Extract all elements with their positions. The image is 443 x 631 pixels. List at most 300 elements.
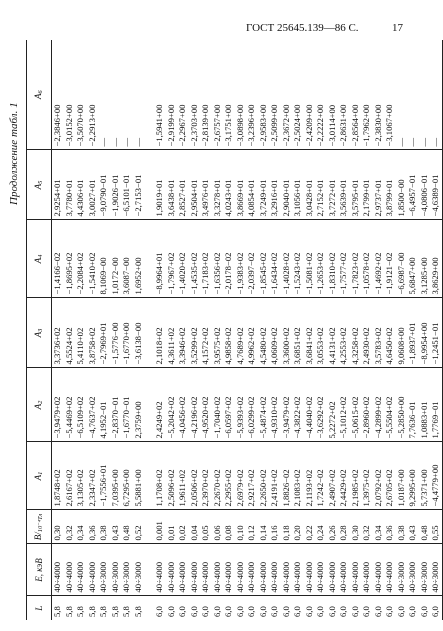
table-cell: 0,30 <box>52 510 64 544</box>
table-cell: 40÷3000 <box>407 544 419 596</box>
table-cell: 40÷4000 <box>246 544 258 596</box>
table-cell: 6,0 <box>177 606 188 617</box>
table-cell: −1,4028+02 <box>281 220 293 298</box>
table-cell: 4,0854+01 <box>246 150 258 220</box>
table-cell: 5,6847+00 <box>407 220 419 298</box>
table-cell: −4,9310+02 <box>269 368 281 442</box>
table-cell: −1,9026−01 <box>110 150 122 220</box>
table-cell: 6,0 <box>326 606 337 617</box>
table-cell: 2,7152+01 <box>315 150 327 220</box>
table-cell: 3,4976+01 <box>200 150 212 220</box>
table-cell: 5,8 <box>52 606 63 617</box>
table-cell: 0,52 <box>133 510 145 544</box>
col-header-e: E, кэВ <box>27 544 52 596</box>
table-cell: 40÷4000 <box>373 544 385 596</box>
table-row <box>64 40 76 620</box>
table-cell: 4,4306+01 <box>75 150 87 220</box>
table-cell: 6,0 <box>372 606 383 617</box>
data-table <box>26 40 443 620</box>
table-cell: −1,5081+02 <box>304 220 316 298</box>
table-row <box>110 40 122 620</box>
table-cell: 5,2272+02 <box>327 368 339 442</box>
table-cell: 2,6167+02 <box>64 442 76 510</box>
col-header-a4: A4 <box>27 220 52 298</box>
table-cell: 40÷4000 <box>189 544 201 596</box>
table-cell: −1,6356+02 <box>212 220 224 298</box>
table-cell: −4,6389−01 <box>430 150 442 220</box>
table-cell: 0,16 <box>269 510 281 544</box>
table-cell: 6,0 <box>211 606 222 617</box>
table-cell: 3,8758+02 <box>87 298 99 368</box>
table-cell: −4,7637+02 <box>87 368 99 442</box>
table-row <box>189 40 201 620</box>
table-cell: 2,5096+02 <box>166 442 178 510</box>
table-cell: −2,2967+00 <box>177 40 189 150</box>
col-header-a3: A3 <box>27 298 52 368</box>
table-cell: −1,6434+02 <box>269 220 281 298</box>
table-cell: 40÷4000 <box>52 544 64 596</box>
table-cell: 4,0609+02 <box>269 298 281 368</box>
table-row <box>223 40 235 620</box>
table-cell: 40÷4000 <box>350 544 362 596</box>
table-cell: 3,5639+01 <box>338 150 350 220</box>
table-cell: −3,1067+00 <box>384 40 396 150</box>
table-cell: 2,4191+02 <box>269 442 281 510</box>
table-cell: −1,6770−01 <box>121 368 133 442</box>
table-cell: −1,5410+02 <box>87 220 99 298</box>
table-cell: 4,5524+02 <box>64 298 76 368</box>
table-cell: 3,5299+02 <box>189 298 201 368</box>
table-cell: 6,0 <box>165 606 176 617</box>
table-cell: −2,8960+02 <box>361 368 373 442</box>
table-cell: 3,3600+02 <box>281 298 293 368</box>
table-cell: — <box>133 40 145 150</box>
table-cell: 0,14 <box>258 510 270 544</box>
separator-cell <box>144 368 154 442</box>
table-cell: 3,6438+01 <box>166 150 178 220</box>
table-cell: 6,0 <box>292 606 303 617</box>
table-cell: −1,4535+02 <box>189 220 201 298</box>
table-cell: 5,8 <box>98 606 109 617</box>
table-cell: 2,6979+02 <box>235 442 247 510</box>
table-cell: 9,0608+00 <box>396 298 408 368</box>
table-cell: −2,9583+00 <box>258 40 270 150</box>
table-cell: 6,0 <box>384 606 395 617</box>
table-cell: 2,9217+02 <box>246 442 258 510</box>
table-cell: — <box>419 40 431 150</box>
table-cell: 6,0 <box>430 596 442 620</box>
table-cell: 3,0428+01 <box>304 150 316 220</box>
table-cell: 3,6087−00 <box>121 220 133 298</box>
table-cell: 2,9504+01 <box>189 150 201 220</box>
table-row <box>212 40 224 620</box>
table-cell: 0,36 <box>384 510 396 544</box>
table-cell: 1,0883+01 <box>419 368 431 442</box>
table-body <box>52 40 443 620</box>
table-cell: — <box>430 40 442 150</box>
table-cell: — <box>110 40 122 150</box>
table-cell: 40÷3000 <box>396 544 408 596</box>
table-cell: 3,5795+01 <box>350 150 362 220</box>
table-cell: 6,7295+00 <box>121 442 133 510</box>
table-cell: −3,6292+02 <box>315 368 327 442</box>
table-cell: 6,0 <box>361 606 372 617</box>
table-cell: 3,3278+01 <box>212 150 224 220</box>
table-cell: −1,5941+00 <box>154 40 166 150</box>
table-cell: −1,6770+00 <box>121 298 133 368</box>
table-cell: 40÷4000 <box>200 544 212 596</box>
table-cell: 3,0027+01 <box>87 150 99 220</box>
table-cell: 40÷4000 <box>154 544 166 596</box>
table-cell: 3,5783+02 <box>373 298 385 368</box>
table-cell: 3,7272+01 <box>327 150 339 220</box>
table-cell: −1,7577+02 <box>338 220 350 298</box>
table-cell: −2,8564+00 <box>350 40 362 150</box>
table-cell: −1,7556+01 <box>98 442 110 510</box>
table-cell: 4,9858+02 <box>223 298 235 368</box>
table-cell: 2,6705+02 <box>384 442 396 510</box>
table-cell: 0,05 <box>200 510 212 544</box>
table-cell: 4,1572+02 <box>200 298 212 368</box>
table-cell: 6,0 <box>303 606 314 617</box>
table-cell: 2,8527+01 <box>177 150 189 220</box>
table-cell: 6,0 <box>154 606 165 617</box>
table-cell: −2,3846+00 <box>52 40 64 150</box>
table-cell: 2,4907+02 <box>327 442 339 510</box>
table-cell: 2,1193+02 <box>304 442 316 510</box>
table-cell: 4,6450+02 <box>384 298 396 368</box>
table-cell: 5,5881+00 <box>133 442 145 510</box>
table-cell: −1,9121−02 <box>384 220 396 298</box>
table-cell: −2,5099+00 <box>269 40 281 150</box>
table-row <box>384 40 396 620</box>
table-cell: −4,4779+00 <box>430 442 442 510</box>
table-cell: 0,34 <box>373 510 385 544</box>
separator-cell <box>144 442 154 510</box>
table-cell: −5,2042+02 <box>166 368 178 442</box>
table-row <box>373 40 385 620</box>
table-cell: 2,1985+02 <box>350 442 362 510</box>
table-cell: 2,1083+02 <box>292 442 304 510</box>
table-cell: −2,9199+00 <box>166 40 178 150</box>
table-cell: −5,4469+02 <box>64 368 76 442</box>
table-cell: 3,1285+00 <box>419 220 431 298</box>
table-cell: −1,4166−02 <box>52 220 64 298</box>
table-cell: −2,3830+00 <box>373 40 385 150</box>
table-cell: — <box>98 40 110 150</box>
table-cell: 40÷3000 <box>419 544 431 596</box>
table-cell: −2,6757+00 <box>212 40 224 150</box>
table-cell: 40÷4000 <box>304 544 316 596</box>
table-cell: −1,4020+02 <box>177 220 189 298</box>
table-cell: — <box>407 40 419 150</box>
table-cell: −3,0898+00 <box>235 40 247 150</box>
table-cell: 0,38 <box>396 510 408 544</box>
table-cell: −3,9479+02 <box>281 368 293 442</box>
standard-code: ГОСТ 25645.139—86 С. <box>246 22 359 34</box>
table-cell: 0,43 <box>407 510 419 544</box>
table-cell: 0,26 <box>327 510 339 544</box>
table-cell: 4,5480+02 <box>258 298 270 368</box>
table-cell: 3,3736+02 <box>52 298 64 368</box>
table-row <box>121 40 133 620</box>
table-cell: 0,48 <box>121 510 133 544</box>
table-cell: −4,0456+02 <box>177 368 189 442</box>
table-row <box>269 40 281 620</box>
table-cell: 6,0 <box>349 606 360 617</box>
table-cell: −3,0114+00 <box>327 40 339 150</box>
rotated-table-area <box>8 40 441 620</box>
table-cell: 40÷4000 <box>269 544 281 596</box>
table-cell: 40÷4000 <box>315 544 327 596</box>
table-cell: −3,1751+00 <box>223 40 235 150</box>
table-cell: 40÷4000 <box>64 544 76 596</box>
col-header-a2: A2 <box>27 368 52 442</box>
table-cell: 2,3347+02 <box>87 442 99 510</box>
table-cell: −6,5109+02 <box>75 368 87 442</box>
table-cell: 40÷3000 <box>430 544 442 596</box>
table-cell: −6,0597+02 <box>223 368 235 442</box>
table-cell: 2,0506+02 <box>189 442 201 510</box>
table-row <box>419 40 431 620</box>
table-cell: 40÷3000 <box>110 544 122 596</box>
table-cell: 40÷4000 <box>177 544 189 596</box>
table-row <box>430 40 442 620</box>
table-cell: 0,28 <box>338 510 350 544</box>
table-cell: −2,3672+00 <box>281 40 293 150</box>
col-header-l: L <box>27 596 52 620</box>
table-row <box>177 40 189 620</box>
table-cell: 1,0187+00 <box>396 442 408 510</box>
table-row <box>258 40 270 620</box>
table-cell: 0,30 <box>350 510 362 544</box>
table-cell: −5,5504+02 <box>384 368 396 442</box>
separator-cell <box>144 298 154 368</box>
table-cell: 40÷4000 <box>327 544 339 596</box>
table-cell: 1,9019+01 <box>154 150 166 220</box>
table-cell: −1,9383+02 <box>235 220 247 298</box>
table-cell: 2,4930+02 <box>361 298 373 368</box>
table-row <box>407 40 419 620</box>
table-cell: 0,38 <box>98 510 110 544</box>
table-cell: 40÷3000 <box>133 544 145 596</box>
table-cell: 2,1799+01 <box>361 150 373 220</box>
table-cell: 6,0 <box>338 606 349 617</box>
col-header-a5: A5 <box>27 150 52 220</box>
table-cell: 3,7249+01 <box>258 150 270 220</box>
table-cell: 6,0 <box>395 606 406 617</box>
table-cell: 40÷3000 <box>121 544 133 596</box>
table-cell: −2,0397−02 <box>246 220 258 298</box>
table-row <box>304 40 316 620</box>
table-cell: 1,0172−00 <box>110 220 122 298</box>
table-cell: 1,3975+02 <box>361 442 373 510</box>
table-cell: −1,7183+02 <box>200 220 212 298</box>
table-cell: 4,3258+02 <box>350 298 362 368</box>
table-cell: −5,2850+00 <box>396 368 408 442</box>
table-cell: 0,36 <box>87 510 99 544</box>
table-cell: 5,4110+02 <box>75 298 87 368</box>
table-cell: −1,2653+02 <box>315 220 327 298</box>
table-cell: 1,8826−02 <box>281 442 293 510</box>
table-cell: 0,001 <box>154 510 166 544</box>
table-cell: −1,7040+02 <box>212 368 224 442</box>
table-cell: 0,18 <box>281 510 293 544</box>
page-header <box>0 0 427 40</box>
separator-cell <box>144 40 154 150</box>
table-cell: 3,9575+02 <box>212 298 224 368</box>
table-cell: −2,3703+00 <box>189 40 201 150</box>
table-row <box>98 40 110 620</box>
table-cell: 4,4131+02 <box>327 298 339 368</box>
table-cell: 1,1708+02 <box>154 442 166 510</box>
table-cell: 3,6841+02 <box>304 298 316 368</box>
table-cell: −3,9479+02 <box>52 368 64 442</box>
table-cell: 6,0 <box>269 606 280 617</box>
table-cell: 4,7689+02 <box>235 298 247 368</box>
table-cell: −1,8310+02 <box>327 220 339 298</box>
table-cell: — <box>396 40 408 150</box>
table-row <box>235 40 247 620</box>
table-cell: 40÷4000 <box>235 544 247 596</box>
table-cell: 2,9040+01 <box>281 150 293 220</box>
table-cell: 8,1069−00 <box>98 220 110 298</box>
table-cell: −2,2222+00 <box>315 40 327 150</box>
table-cell: 6,0 <box>280 606 291 617</box>
table-cell: 5,8 <box>86 606 97 617</box>
table-cell: −6,5101−01 <box>121 150 133 220</box>
table-cell: 2,2955+02 <box>223 442 235 510</box>
table-cell: 0,48 <box>419 510 431 544</box>
table-cell: 3,0553+02 <box>315 298 327 368</box>
table-row <box>87 40 99 620</box>
table-cell: 6,0 <box>223 606 234 617</box>
table-row <box>154 40 166 620</box>
table-cell: 40÷4000 <box>166 544 178 596</box>
table-cell: 2,0792+02 <box>373 442 385 510</box>
table-cell: 0,01 <box>166 510 178 544</box>
table-cell: 0,32 <box>64 510 76 544</box>
table-cell: −2,7969+01 <box>98 298 110 368</box>
group-separator <box>144 40 154 620</box>
table-cell: 1,6952+00 <box>133 220 145 298</box>
table-cell: 0,12 <box>246 510 258 544</box>
table-cell: 5,8 <box>63 606 74 617</box>
table-cell: −1,7823+02 <box>350 220 362 298</box>
table-row <box>315 40 327 620</box>
table-cell: −2,2913+00 <box>87 40 99 150</box>
table-cell: 1,7769−01 <box>430 368 442 442</box>
table-cell: −6,4957−01 <box>407 150 419 220</box>
table-cell: 5,8 <box>121 606 132 617</box>
table-cell: 2,3970+02 <box>200 442 212 510</box>
table-cell: 9,2995+00 <box>407 442 419 510</box>
table-cell: −3,0152+00 <box>64 40 76 150</box>
table-cell: −8,9964+01 <box>154 220 166 298</box>
table-row <box>281 40 293 620</box>
table-cell: −4,3822+02 <box>292 368 304 442</box>
table-cell: 3,7780+01 <box>64 150 76 220</box>
table-cell: 7,0395+00 <box>110 442 122 510</box>
table-cell: 0,10 <box>235 510 247 544</box>
table-cell: 3,6851+02 <box>292 298 304 368</box>
table-cell: 1,9611+02 <box>177 442 189 510</box>
table-cell: −1,5776−00 <box>110 298 122 368</box>
table-cell: — <box>121 40 133 150</box>
table-cell: 6,0 <box>257 606 268 617</box>
table-cell: 40÷4000 <box>223 544 235 596</box>
table-cell: 2,2650+02 <box>258 442 270 510</box>
table-cell: 3,1305+02 <box>75 442 87 510</box>
table-cell: 6,0 <box>234 606 245 617</box>
table-row <box>246 40 258 620</box>
table-cell: 2,2670+02 <box>212 442 224 510</box>
table-cell: 0,02 <box>177 510 189 544</box>
page-number: 17 <box>392 22 403 34</box>
table-cell: 3,1056+01 <box>292 150 304 220</box>
table-row <box>338 40 350 620</box>
table-cell: −1,5243+02 <box>292 220 304 298</box>
separator-cell <box>144 150 154 220</box>
table-cell: 5,7371+00 <box>419 442 431 510</box>
table-cell: −4,9520+02 <box>200 368 212 442</box>
table-cell: 1,8748+02 <box>52 442 64 510</box>
table-cell: 6,0 <box>418 606 429 617</box>
table-cell: 0,22 <box>304 510 316 544</box>
table-cell: 4,9962+02 <box>246 298 258 368</box>
table-row <box>75 40 87 620</box>
table-cell: 40÷3000 <box>98 544 110 596</box>
table-cell: −2,4209+00 <box>304 40 316 150</box>
col-header-b: B/10⁻⁴Тл <box>27 510 52 544</box>
table-cell: 0,08 <box>223 510 235 544</box>
table-cell: −5,0615+02 <box>350 368 362 442</box>
table-cell: 0,06 <box>212 510 224 544</box>
table-cell: −2,5024+00 <box>292 40 304 150</box>
table-cell: 0,43 <box>110 510 122 544</box>
table-cell: −4,0806−01 <box>419 150 431 220</box>
table-cell: −2,0178−02 <box>223 220 235 298</box>
table-cell: −1,8695+02 <box>64 220 76 298</box>
table-cell: 3,2916+01 <box>269 150 281 220</box>
table-row <box>200 40 212 620</box>
table-cell: −1,8937+01 <box>407 298 419 368</box>
table-cell: 6,0 <box>315 606 326 617</box>
table-cell: 40÷4000 <box>292 544 304 596</box>
table-cell: 40÷4000 <box>338 544 350 596</box>
table-cell: 40÷4000 <box>258 544 270 596</box>
table-cell: 5,8 <box>132 606 143 617</box>
table-cell: 3,8799+01 <box>384 150 396 220</box>
table-cell: 6,0 <box>407 606 418 617</box>
table-cell: 7,7636−01 <box>407 368 419 442</box>
table-header-row <box>27 40 52 620</box>
table-cell: 4,0243+01 <box>223 150 235 220</box>
table-cell: −5,1012+02 <box>338 368 350 442</box>
table-row <box>52 40 64 620</box>
table-row <box>166 40 178 620</box>
table-cell: 0,20 <box>292 510 304 544</box>
table-cell: −1,0578+02 <box>361 220 373 298</box>
table-cell: −4,4040+02 <box>304 368 316 442</box>
table-cell: −2,8631+00 <box>338 40 350 150</box>
continuation-label: Продолжение табл. 1 <box>8 102 20 205</box>
table-cell: 0,34 <box>75 510 87 544</box>
table-cell: 2,3759+00 <box>133 368 145 442</box>
table-cell: 0,55 <box>430 510 442 544</box>
table-cell: 4,3611+02 <box>166 298 178 368</box>
table-cell: −2,2084+02 <box>75 220 87 298</box>
